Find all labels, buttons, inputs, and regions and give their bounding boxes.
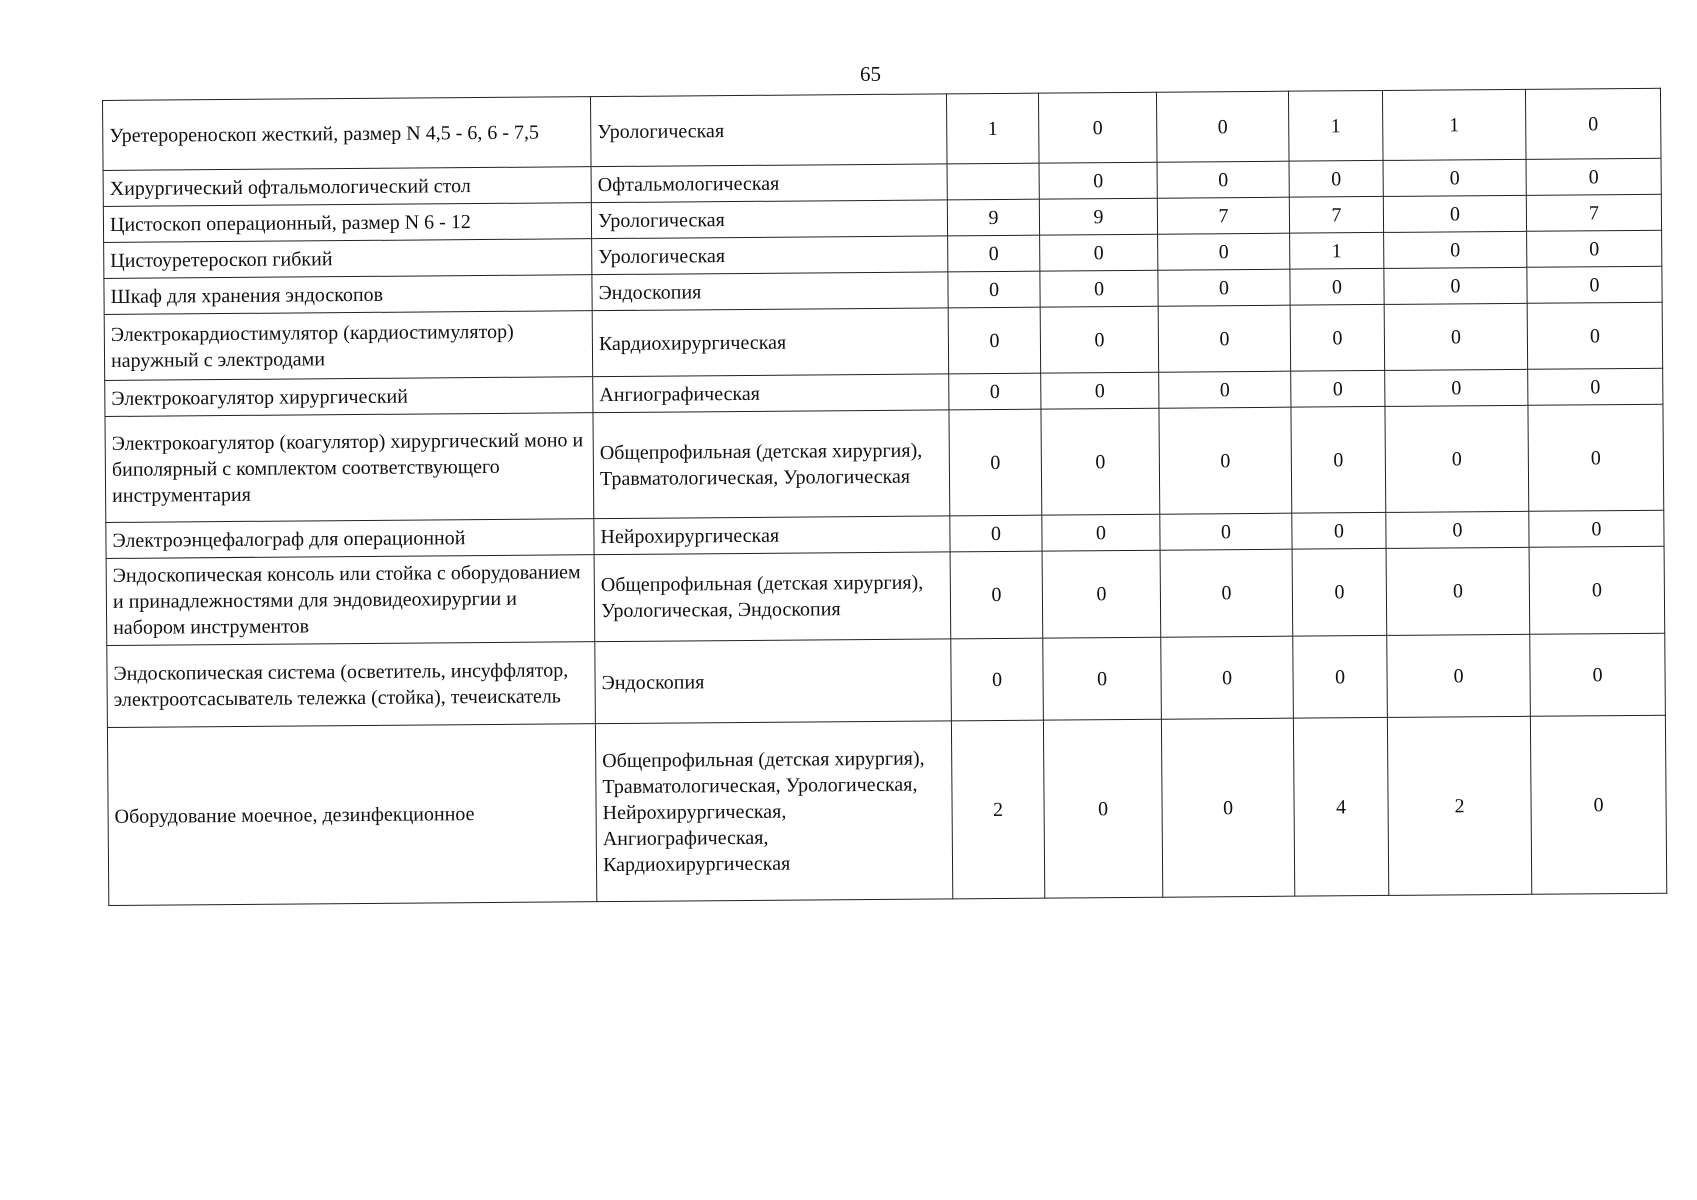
equipment-name-cell: Цистоскоп операционный, размер N 6 - 12 [103,203,591,243]
quantity-cell: 0 [949,409,1042,516]
department-cell: Ангиографическая [593,374,949,413]
equipment-name-cell: Шкаф для хранения эндоскопов [104,275,592,315]
quantity-cell: 0 [1528,368,1663,405]
department-cell: Общепрофильная (детская хирургия), Травматологическая, Урологическая, Нейрохирургическая, Ангиографическая, Кардиохирургическая [595,721,952,902]
quantity-cell: 0 [1383,159,1526,196]
department-cell: Нейрохирургическая [594,516,950,555]
quantity-cell: 7 [1526,194,1661,231]
quantity-cell: 0 [1290,304,1385,371]
quantity-cell: 0 [1159,371,1291,408]
quantity-cell: 1 [1382,89,1526,160]
quantity-cell: 0 [1292,548,1387,636]
quantity-cell: 0 [1386,511,1529,548]
equipment-name-cell: Электроэнцефалограф для операционной [106,519,594,559]
equipment-table [102,88,1667,906]
quantity-cell: 0 [1040,234,1158,271]
equipment-name-cell: Уретерореноскоп жесткий, размер N 4,5 - 6, 6 - 7,5 [103,97,592,171]
equipment-name-cell: Эндоскопическая консоль или стойка с оборудованием и принадлежностями для эндовидеохирургии и набором инструментов [106,555,595,646]
equipment-name-cell: Эндоскопическая система (осветитель, инсуффлятор, электроотсасыватель тележка (стойка), течеискатель [107,642,596,728]
department-cell: Кардиохирургическая [592,308,949,377]
table-row [103,88,1662,170]
quantity-cell: 0 [1040,306,1159,373]
quantity-cell: 0 [1383,195,1526,232]
department-cell: Общепрофильная (детская хирургия), Травматологическая, Урологическая [593,410,950,519]
quantity-cell: 2 [1387,716,1531,895]
quantity-cell: 0 [1158,269,1290,306]
quantity-cell: 0 [948,271,1040,308]
quantity-cell: 1 [946,93,1039,164]
quantity-cell: 0 [1386,547,1530,635]
quantity-cell: 0 [1041,372,1159,409]
quantity-cell: 9 [947,199,1039,236]
quantity-cell: 0 [1041,408,1160,515]
quantity-cell: 0 [950,551,1043,639]
quantity-cell: 0 [1290,268,1384,305]
table-row [104,302,1662,380]
quantity-cell: 0 [1527,230,1662,267]
quantity-cell: 7 [1157,197,1289,234]
quantity-cell: 0 [948,307,1041,374]
quantity-cell: 0 [1529,510,1664,547]
department-cell: Офтальмологическая [591,164,947,203]
quantity-cell: 0 [1160,549,1293,637]
quantity-cell: 0 [1043,637,1162,720]
quantity-cell: 0 [1043,719,1162,898]
quantity-cell: 4 [1293,717,1388,896]
department-cell: Урологическая [591,200,947,239]
quantity-cell: 0 [1040,270,1158,307]
quantity-cell: 0 [1158,305,1291,372]
equipment-name-cell: Цистоуретероскоп гибкий [104,239,592,279]
quantity-cell: 0 [1291,370,1385,407]
quantity-cell: 0 [1159,407,1292,514]
quantity-cell: 9 [1039,198,1157,235]
equipment-name-cell: Оборудование моечное, дезинфекционное [107,724,596,906]
equipment-name-cell: Электрокардиостимулятор (кардиостимулятор) наружный с электродами [104,311,593,381]
quantity-cell: 0 [1158,233,1290,270]
department-cell: Общепрофильная (детская хирургия), Урологическая, Эндоскопия [594,552,951,642]
quantity-cell: 0 [1385,369,1528,406]
quantity-cell: 0 [1384,267,1527,304]
quantity-cell: 0 [1527,266,1662,303]
department-cell: Урологическая [590,94,947,167]
quantity-cell: 0 [1530,633,1666,716]
quantity-cell: 0 [948,235,1040,272]
quantity-cell: 0 [1160,513,1292,550]
table-body [103,88,1667,905]
quantity-cell: 0 [949,373,1041,410]
quantity-cell: 0 [1385,405,1529,512]
quantity-cell: 0 [1289,160,1383,197]
quantity-cell: 1 [1290,232,1384,269]
quantity-cell: 0 [1157,161,1289,198]
quantity-cell: 0 [1292,512,1386,549]
quantity-cell: 0 [951,638,1044,721]
quantity-cell: 0 [1526,158,1661,195]
quantity-cell: 0 [1384,303,1528,370]
quantity-cell: 0 [1525,88,1661,159]
quantity-cell: 0 [1161,718,1294,897]
department-cell: Урологическая [592,236,948,275]
table-row [106,546,1665,645]
page-number: 65 [860,62,881,86]
quantity-cell: 0 [1291,406,1386,513]
table-row [105,404,1664,522]
equipment-name-cell: Электрокоагулятор (коагулятор) хирургический моно и биполярный с комплектом соответствующего инструментария [105,413,594,523]
equipment-name-cell: Хирургический офтальмологический стол [103,167,591,207]
quantity-cell: 0 [1042,550,1161,638]
quantity-cell: 0 [1384,231,1527,268]
quantity-cell [947,163,1039,200]
quantity-cell: 0 [1038,92,1157,163]
quantity-cell: 0 [1530,715,1666,894]
quantity-cell: 0 [1039,162,1157,199]
quantity-cell: 0 [1293,635,1388,718]
department-cell: Эндоскопия [592,272,948,311]
quantity-cell: 0 [950,515,1042,552]
quantity-cell: 0 [1161,636,1294,719]
quantity-cell: 0 [1529,546,1665,634]
quantity-cell: 0 [1156,91,1289,162]
quantity-cell: 7 [1289,196,1383,233]
quantity-cell: 0 [1042,514,1160,551]
equipment-name-cell: Электрокоагулятор хирургический [105,377,593,417]
department-cell: Эндоскопия [595,639,952,724]
table-row [107,715,1666,905]
quantity-cell: 0 [1528,404,1664,511]
quantity-cell: 0 [1527,302,1663,369]
quantity-cell: 1 [1288,90,1383,161]
quantity-cell: 2 [951,720,1044,899]
quantity-cell: 0 [1387,634,1531,717]
table-row [107,633,1666,727]
